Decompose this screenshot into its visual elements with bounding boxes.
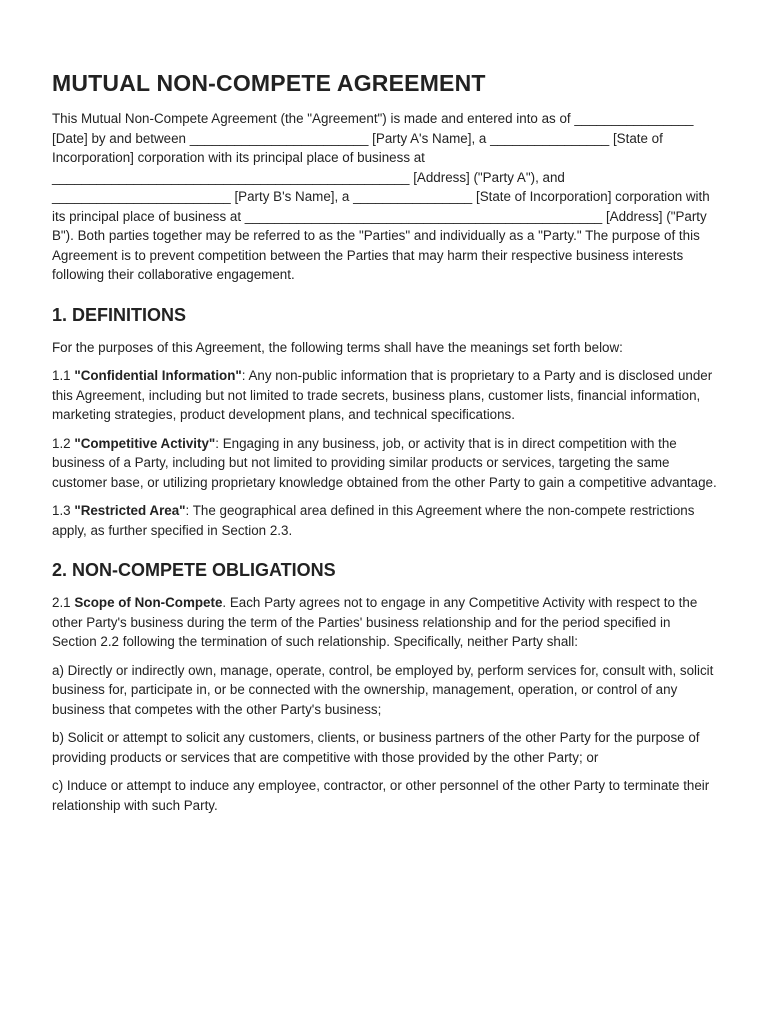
- clause-2-1: [52, 593, 718, 652]
- definition-1-1: [52, 366, 718, 425]
- definition-text: : Engaging in any business, job, or activity that is in direct competition with the business of a Party, including but not limited to providing similar products or services, targeting the same customer base, or utilizing proprietary knowledge obtained from the other Party to gain a competitive advantage.: [52, 435, 717, 490]
- section-2-heading: 2. NON-COMPETE OBLIGATIONS: [52, 560, 336, 580]
- definition-number: 1.1: [52, 368, 75, 383]
- definition-term: "Restricted Area": [74, 503, 186, 518]
- definition-number: 1.2: [52, 435, 75, 451]
- definition-1-3: [52, 501, 718, 540]
- clause-text: . Each Party agrees not to engage in any Competitive Activity with respect to the other Party's business during the term of the Parties' business relationship and for the period specified in Section 2.2 following the termination of such relationship. Specifically, neither Party shall:: [52, 595, 698, 649]
- definition-text: : The geographical area defined in this Agreement where the non-compete restrictions apply, as further specified in Section 2.3.: [52, 503, 695, 538]
- definition-1-2: [52, 434, 718, 493]
- definition-term: "Competitive Activity": [74, 435, 216, 451]
- definitions-lead: For the purposes of this Agreement, the following terms shall have the meanings set forth below:: [52, 339, 623, 355]
- clause-item-c: c) Induce or attempt to induce any employee, contractor, or other personnel of the other Party to terminate their relationship with such Party.: [52, 778, 710, 813]
- document-title: MUTUAL NON-COMPETE AGREEMENT: [52, 70, 486, 96]
- section-1-heading: 1. DEFINITIONS: [52, 304, 187, 325]
- clause-item-a: a) Directly or indirectly own, manage, operate, control, be employed by, perform services for, consult with, solicit business for, participate in, or be connected with the ownership, management, operation, or control of any business that competes with the other Party's business;: [52, 662, 714, 717]
- definition-number: 1.3: [52, 503, 75, 518]
- clause-item-b: b) Solicit or attempt to solicit any customers, clients, or business partners of the other Party for the purpose of providing products or services that are competitive with those provided by the other Party; or: [52, 730, 700, 765]
- definition-term: "Confidential Information": [74, 368, 242, 383]
- clause-term: Scope of Non-Compete: [74, 595, 223, 610]
- intro-paragraph: This Mutual Non-Compete Agreement (the "Agreement") is made and entered into as of ________________ [Date] by and between ________________________ [Party A's Name], a ________________ [State of Incorporation] corporation with its principal place of business at ________________________________________________ [Address] ("Party A"), and ________________________ [Party B's Name], a ________________ [State of Incorporation] corporation with its principal place of business at ________________________________________________ [Address] ("Party B"). Both parties together may be referred to as the "Parties" and individually as a "Party." The purpose of this Agreement is to prevent competition between the Parties that may harm their respective business interests following their collaborative engagement.: [52, 111, 710, 282]
- clause-number: 2.1: [52, 595, 75, 610]
- definition-text: : Any non-public information that is proprietary to a Party and is disclosed under this Agreement, including but not limited to trade secrets, business plans, customer lists, financial information, marketing strategies, product development plans, and technical specifications.: [52, 368, 713, 422]
